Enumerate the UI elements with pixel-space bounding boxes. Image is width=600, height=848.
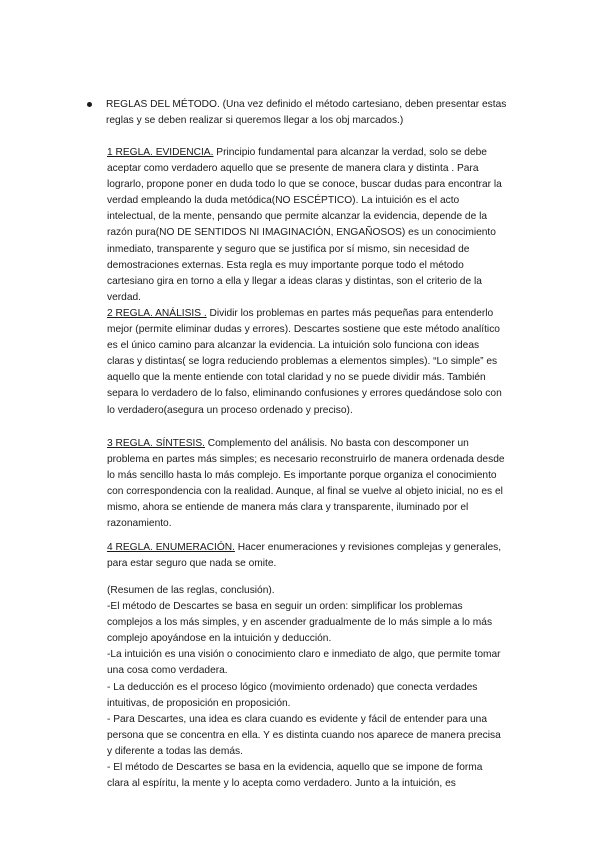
summary-section (107, 583, 507, 792)
rule-2-heading: 2 REGLA. ANÁLISIS . (107, 308, 207, 319)
summary-item-2: -La intuición es una visión o conocimiento claro e inmediato de algo, que permite tomar una cosa como verdadera. (107, 649, 501, 677)
bullet-icon (87, 102, 92, 107)
summary-item-3: - La deducción es el proceso lógico (movimiento ordenado) que conecta verdades intuitivas, de proposición en proposición. (107, 681, 478, 709)
rule-3-body: Complemento del análisis. No basta con descomponer un problema en partes más simples; es necesario reconstruirlo de manera ordenada desde lo más sencillo hasta lo más complejo. Es importante porque organiza el conocimiento con correspondencia con la realidad. Aunque, al final se vuelve al objeto inicial, no es el mismo, ahora se entiende de manera más clara y transparente, iluminado por el razonamiento. (107, 438, 505, 530)
rule-1-paragraph (107, 145, 507, 306)
rule-3-section (107, 436, 507, 533)
intro-text: REGLAS DEL MÉTODO. (Una vez definido el método cartesiano, deben presentar estas reglas y se deben realizar si queremos llegar a los obj marcados.) (106, 99, 507, 127)
intro-bullet (87, 97, 507, 129)
rule-1-heading: 1 REGLA. EVIDENCIA. (107, 147, 214, 158)
rule-4-body: Hacer enumeraciones y revisiones complejas y generales, para estar seguro que nada se omite. (107, 542, 502, 570)
rule-4-section (107, 540, 507, 572)
summary-item-1: -El método de Descartes se basa en seguir un orden: simplificar los problemas complejos a los más simples, y en ascender gradualmente de lo más simple a lo más complejo apoyándose en la intuición y deducción. (107, 601, 493, 645)
summary-item-4: - Para Descartes, una idea es clara cuando es evidente y fácil de entender para una persona que se concentra en ella. Y es distinta cuando nos aparece de manera precisa y diferente a todas las demás. (107, 713, 501, 757)
rule-2-body: Dividir los problemas en partes más pequeñas para entenderlo mejor (permite eliminar dudas y errores). Descartes sostiene que este método analítico es el único camino para alcanzar la evidencia. La intuición solo funciona con ideas claras y distintas( se logra reduciendo problemas a elementos simples). “Lo simple” es aquello que la mente entiende con total claridad y no se puede dividir más. También separa lo verdadero de lo falso, eliminando confusiones y errores quedándose solo con lo verdadero(asegura un proceso ordenado y preciso). (107, 308, 502, 416)
rule-3-paragraph (107, 436, 507, 533)
rule-4-paragraph (107, 540, 507, 572)
rule-4-heading: 4 REGLA. ENUMERACIÓN. (107, 542, 235, 553)
rule-3-heading: 3 REGLA. SÍNTESIS. (107, 438, 205, 449)
rule-2-paragraph (107, 306, 507, 419)
summary-item-5: - El método de Descartes se basa en la evidencia, aquello que se impone de forma clara al espíritu, la mente y lo acepta como verdadero. Junto a la intuición, es (107, 762, 483, 790)
summary-title: (Resumen de las reglas, conclusión). (107, 585, 275, 596)
rule-1-section (107, 145, 507, 306)
rule-1-body: Principio fundamental para alcanzar la verdad, solo se debe aceptar como verdadero aquello que se presente de manera clara y distinta . Para lograrlo, propone poner en duda todo lo que se conoce, buscar dudas para encontrar la verdad empleando la duda metódica(NO ESCÉPTICO). La intuición es el acto intelectual, de la mente, pensando que permite alcanzar la evidencia, depende de la razón pura(NO DE SENTIDOS NI IMAGINACIÓN, ENGAÑOSOS) es un conocimiento inmediato, transparente y seguro que se justifica por sí mismo, sin necesidad de demostraciones externas. Esta regla es muy importante porque todo el método cartesiano gira en torno a ella y llegar a ideas claras y distintas, son el criterio de la verdad. (107, 147, 502, 303)
rule-2-section (107, 306, 507, 419)
